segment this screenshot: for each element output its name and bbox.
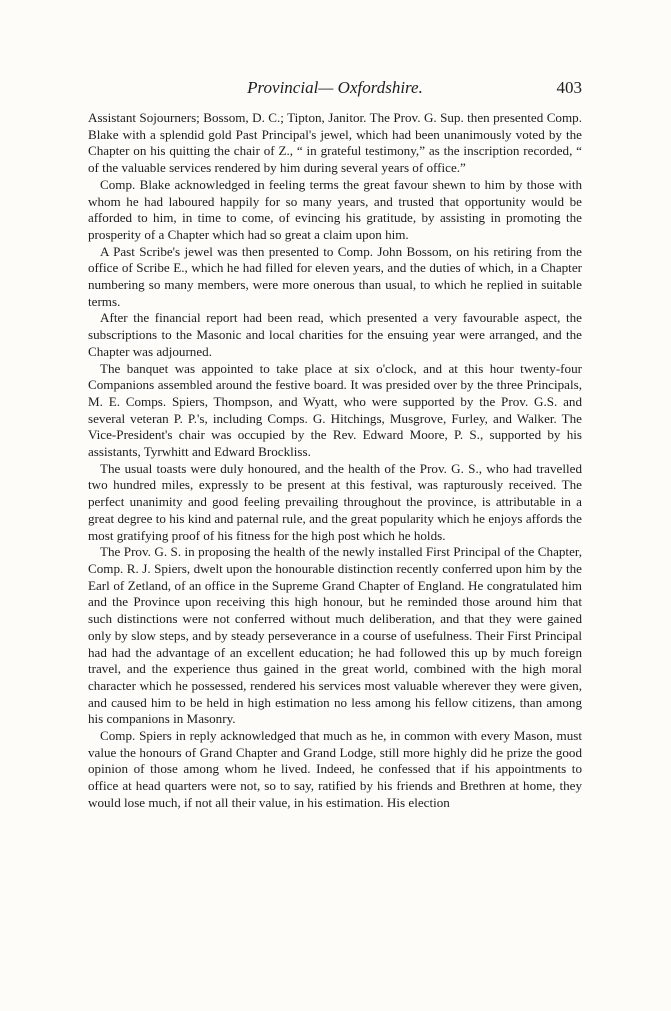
- paragraph: Comp. Spiers in reply acknowledged that much as he, in common with every Mason, must value the honours of Grand Chapter and Grand Lodge, still more highly did he prize the good opinion of those among whom he lived. Indeed, he confessed that if his appointments to office at head quarters were not, so to say, ratified by his friends and Brethren at home, they would lose much, if not all their value, in his estimation. His election: [88, 728, 582, 810]
- paragraph: After the financial report had been read, which presented a very favourable aspect, the subscriptions to the Masonic and local charities for the ensuing year were arranged, and the Chapter was adjourned.: [88, 310, 582, 359]
- body-text: [88, 110, 582, 812]
- paragraph: Comp. Blake acknowledged in feeling terms the great favour shewn to him by those with whom he had laboured happily for so many years, and trusted that opportunity would be afforded to him, in time to come, of evincing his gratitude, by assisting in promoting the prosperity of a Chapter which had so great a claim upon him.: [88, 176, 582, 242]
- paragraph: A Past Scribe's jewel was then presented to Comp. John Bossom, on his retiring from the office of Scribe E., which he had filled for eleven years, and the duties of which, in a Chapter numbering so many members, were more onerous than usual, to which he replied in suitable terms.: [88, 243, 582, 309]
- paragraph: The Prov. G. S. in proposing the health of the newly installed First Principal of the Chapter, Comp. R. J. Spiers, dwelt upon the honourable distinction recently conferred upon him by the Earl of Zetland, of an office in the Supreme Grand Chapter of England. He congratulated him and the Province upon receiving this high honour, but he reminded those around him that such distinctions were not conferred without much deliberation, and that they were gained only by slow steps, and by steady perseverance in a course of usefulness. Their First Principal had had the advantage of an excellent education; he had followed this up by much foreign travel, and the experience thus gained in the great world, combined with the high moral character which he possessed, rendered his services most valuable wherever they were given, and caused him to be held in high estimation no less among his fellow citizens, than among his companions in Masonry.: [88, 544, 582, 727]
- paragraph: Assistant Sojourners; Bossom, D. C.; Tipton, Janitor. The Prov. G. Sup. then presented Comp. Blake with a splendid gold Past Principal's jewel, which had been unanimously voted by the Chapter on his quitting the chair of Z., “ in grateful testimony,” as the inscription recorded, “ of the valuable services rendered by him during several years of office.”: [88, 110, 582, 176]
- running-head: Provincial— Oxfordshire.: [247, 78, 423, 97]
- page-header: [88, 78, 582, 102]
- page-number: 403: [556, 78, 582, 97]
- paragraph: The banquet was appointed to take place at six o'clock, and at this hour twenty-four Companions assembled around the festive board. It was presided over by the three Principals, M. E. Comps. Spiers, Thompson, and Wyatt, who were supported by the Prov. G.S. and several veteran P. P.'s, including Comps. G. Hitchings, Musgrove, Furley, and Walker. The Vice-President's chair was occupied by the Rev. Edward Moore, P. S., supported by his assistants, Tyrwhitt and Edward Brockliss.: [88, 360, 582, 460]
- paragraph: The usual toasts were duly honoured, and the health of the Prov. G. S., who had travelled two hundred miles, expressly to be present at this festival, was rapturously received. The perfect unanimity and good feeling prevailing throughout the province, is attributable in a great degree to his kind and paternal rule, and the great popularity which he enjoys affords the most gratifying proof of his fitness for the high post which he holds.: [88, 460, 582, 543]
